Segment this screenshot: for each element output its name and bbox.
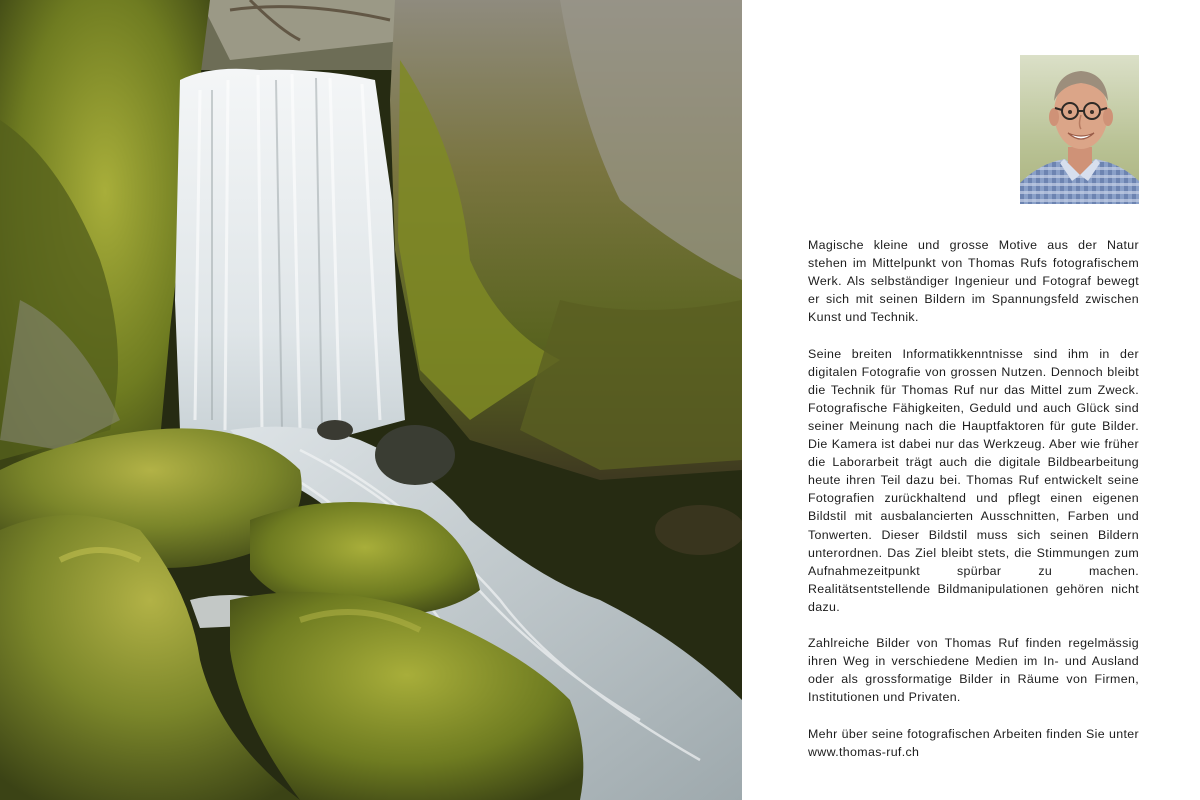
biography-text	[808, 236, 1139, 761]
paragraph-technique: Seine breiten Informatikkenntnisse sind ihm in der digitalen Fotografie von grossen Nutzen. Dennoch bleibt die Technik für Thomas Ruf nur das Mittel zum Zweck. Fotografische Fähigkeiten, Geduld und auch Glück sind seiner Meinung nach die Hauptfaktoren für gute Bilder. Die Kamera ist dabei nur das Werkzeug. Aber wie früher die Laborarbeit trägt auch die digitale Bildbearbeitung heute ihren Teil dazu bei. Thomas Ruf entwickelt seine Fotografien zurückhaltend und pflegt einen eigenen Bildstil mit ausbalancierten Ausschnitten, Farben und Tonwerten. Dieser Bildstil muss sich seinen Bildern unterordnen. Das Ziel bleibt stets, die Stimmungen zum Aufnahmezeitpunkt spürbar zu machen. Realitätsentstellende Bildmanipulationen gehören nicht dazu.	[808, 346, 1139, 614]
paragraph-publications: Zahlreiche Bilder von Thomas Ruf finden regelmässig ihren Weg in verschiedene Medien im In- und Ausland oder als grossformatige Bilder in Räume von Firmen, Institutionen und Privaten.	[808, 636, 1139, 705]
author-portrait	[1020, 55, 1139, 204]
paragraph-website: Mehr über seine fotografischen Arbeiten finden Sie unter www.thomas-ruf.ch	[808, 726, 1139, 759]
paragraph-intro: Magische kleine und grosse Motive aus der Natur stehen im Mittelpunkt von Thomas Rufs fotografischem Werk. Als selbständiger Ingenieur und Fotograf bewegt er sich mit seinen Bildern im Spannungsfeld zwischen Kunst und Technik.	[808, 238, 1139, 325]
